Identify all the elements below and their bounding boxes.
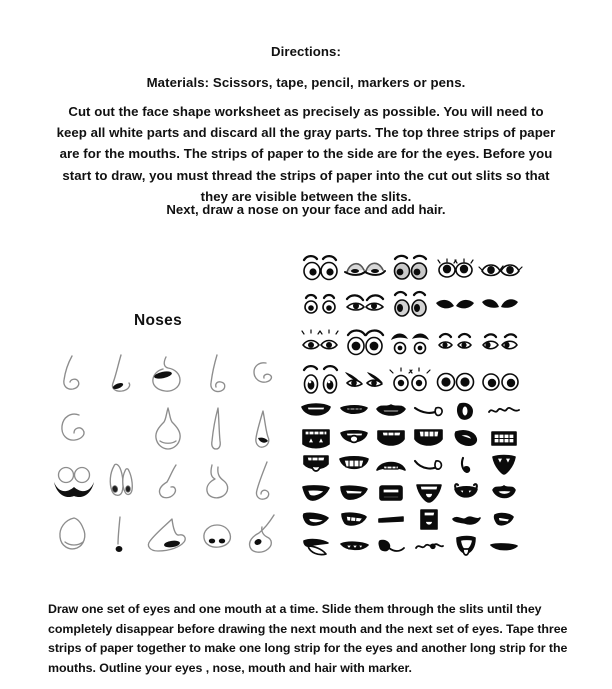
nose-flared-hook bbox=[196, 456, 238, 507]
nose-arrow-tip bbox=[240, 403, 284, 454]
nose-snub-curl bbox=[142, 456, 194, 507]
nose-round-button bbox=[50, 403, 98, 454]
mouth-fangs-open bbox=[298, 425, 335, 451]
directions-title: Directions: bbox=[271, 44, 341, 59]
eyes-grid bbox=[298, 250, 522, 398]
next-instruction-line: Next, draw a nose on your face and add hair. bbox=[166, 202, 446, 217]
noses-grid bbox=[50, 350, 282, 560]
nose-thin-blade bbox=[196, 403, 238, 454]
noses-section-label: Noses bbox=[134, 312, 183, 329]
nose-pointed-nostril bbox=[100, 350, 140, 401]
mouth-squiggle-teeth bbox=[411, 534, 448, 560]
eyes-heavy-black-brows bbox=[388, 325, 432, 361]
eyes-thick-outline bbox=[478, 362, 522, 398]
mouth-rect-teeth bbox=[373, 479, 410, 505]
nose-double-nostril bbox=[100, 456, 140, 507]
mouth-lips-detailed bbox=[486, 479, 523, 505]
eyes-closed-thick-lash bbox=[433, 287, 477, 323]
closing-paragraph: Draw one set of eyes and one mouth at a time. Slide them through the slits until they completely disappear before drawing the next mouth and the next set of eyes. Tape three strips of paper together to make one long strip for the eyes and another long strip for the mouths. Outline your eyes , nose, mouth and hair with marker. bbox=[48, 602, 568, 675]
mouth-open-tongue-drop bbox=[448, 534, 485, 560]
mouth-open-tongue bbox=[411, 479, 448, 505]
eyes-small-round-brows bbox=[298, 287, 342, 323]
nose-mustache-pair bbox=[50, 456, 98, 507]
mouth-thin-smile bbox=[486, 534, 523, 560]
mouth-open-smile-teeth bbox=[298, 398, 335, 424]
eyes-wide-open-brows bbox=[298, 250, 342, 286]
eyes-surprised-tall bbox=[298, 362, 342, 398]
eyes-sleepy-half-lid bbox=[343, 250, 387, 286]
mouth-tongue-out-teeth bbox=[298, 452, 335, 478]
mouth-toothy-open bbox=[411, 425, 448, 451]
eyes-droopy-shaded bbox=[388, 250, 432, 286]
nose-wide-bulb-shaded bbox=[142, 350, 194, 401]
eyes-side-glance bbox=[478, 325, 522, 361]
nose-small-curl bbox=[240, 350, 284, 401]
eyes-bold-circle-pupil bbox=[433, 362, 477, 398]
mouth-crescent-open bbox=[298, 507, 335, 533]
eyes-looking-up bbox=[433, 250, 477, 286]
eyes-almond-small bbox=[433, 325, 477, 361]
nose-slim-slant bbox=[240, 456, 284, 507]
mouth-oval-small bbox=[448, 398, 485, 424]
mouth-horns-smile bbox=[448, 479, 485, 505]
mouth-dark-open-teeth bbox=[411, 507, 448, 533]
nose-long-curve bbox=[196, 350, 238, 401]
nose-blank-1 bbox=[100, 403, 140, 454]
mouth-teeth-grid bbox=[486, 425, 523, 451]
nose-flat-nostrils bbox=[196, 509, 238, 560]
mouth-open-wide-teeth bbox=[373, 425, 410, 451]
mouth-squiggle-line bbox=[486, 398, 523, 424]
nose-tiny-dot bbox=[100, 509, 140, 560]
mouth-tongue-lick bbox=[411, 452, 448, 478]
nose-egg-round bbox=[50, 509, 98, 560]
mouth-curl-tongue bbox=[373, 534, 410, 560]
intro-paragraph: Cut out the face shape worksheet as precisely as possible. You will need to keep all white parts and discard all the gray parts. The top three strips of paper are for the mouths. The strips of paper to the side are for the eyes. Before you start to draw, you must thread the strips of paper into the cut out slits so that they are visible between the slits. bbox=[56, 104, 556, 204]
mouths-grid bbox=[298, 398, 522, 560]
eyes-squint-lashes bbox=[298, 325, 342, 361]
nose-bulb-symmetric bbox=[142, 403, 194, 454]
mouth-open-fangs-down bbox=[486, 452, 523, 478]
mouth-big-grin-teeth bbox=[336, 452, 373, 478]
mouth-zigzag-small bbox=[448, 507, 485, 533]
eyes-big-oval-brows bbox=[343, 325, 387, 361]
materials-line: Materials: Scissors, tape, pencil, markers or pens. bbox=[146, 75, 466, 90]
nose-hook-left bbox=[50, 350, 98, 401]
mouth-wavy-teeth-row bbox=[336, 534, 373, 560]
mouth-grin-small-teeth bbox=[336, 398, 373, 424]
mouth-wavy-lips bbox=[373, 398, 410, 424]
mouth-smirk-teeth bbox=[336, 479, 373, 505]
eyes-oval-shaded-brows bbox=[388, 287, 432, 323]
eyes-angry-slanted bbox=[343, 362, 387, 398]
mouth-grid-teeth-grin bbox=[336, 507, 373, 533]
mouth-frown-teeth bbox=[373, 452, 410, 478]
eyes-slant-dark bbox=[478, 287, 522, 323]
eyes-round-lashes bbox=[388, 362, 432, 398]
mouth-tiny-curl bbox=[448, 452, 485, 478]
mouth-tongue-long bbox=[298, 534, 335, 560]
mouth-jagged-smirk bbox=[486, 507, 523, 533]
mouth-tongue-side bbox=[411, 398, 448, 424]
mouth-half-smile-lip bbox=[298, 479, 335, 505]
eyes-lashes-feminine bbox=[478, 250, 522, 286]
mouth-smile-teeth-top bbox=[336, 425, 373, 451]
eyes-narrow-angry bbox=[343, 287, 387, 323]
mouth-flat-line bbox=[373, 507, 410, 533]
nose-swoop-tip bbox=[240, 509, 284, 560]
nose-broad-triangle bbox=[142, 509, 194, 560]
mouth-tongue-curl bbox=[448, 425, 485, 451]
